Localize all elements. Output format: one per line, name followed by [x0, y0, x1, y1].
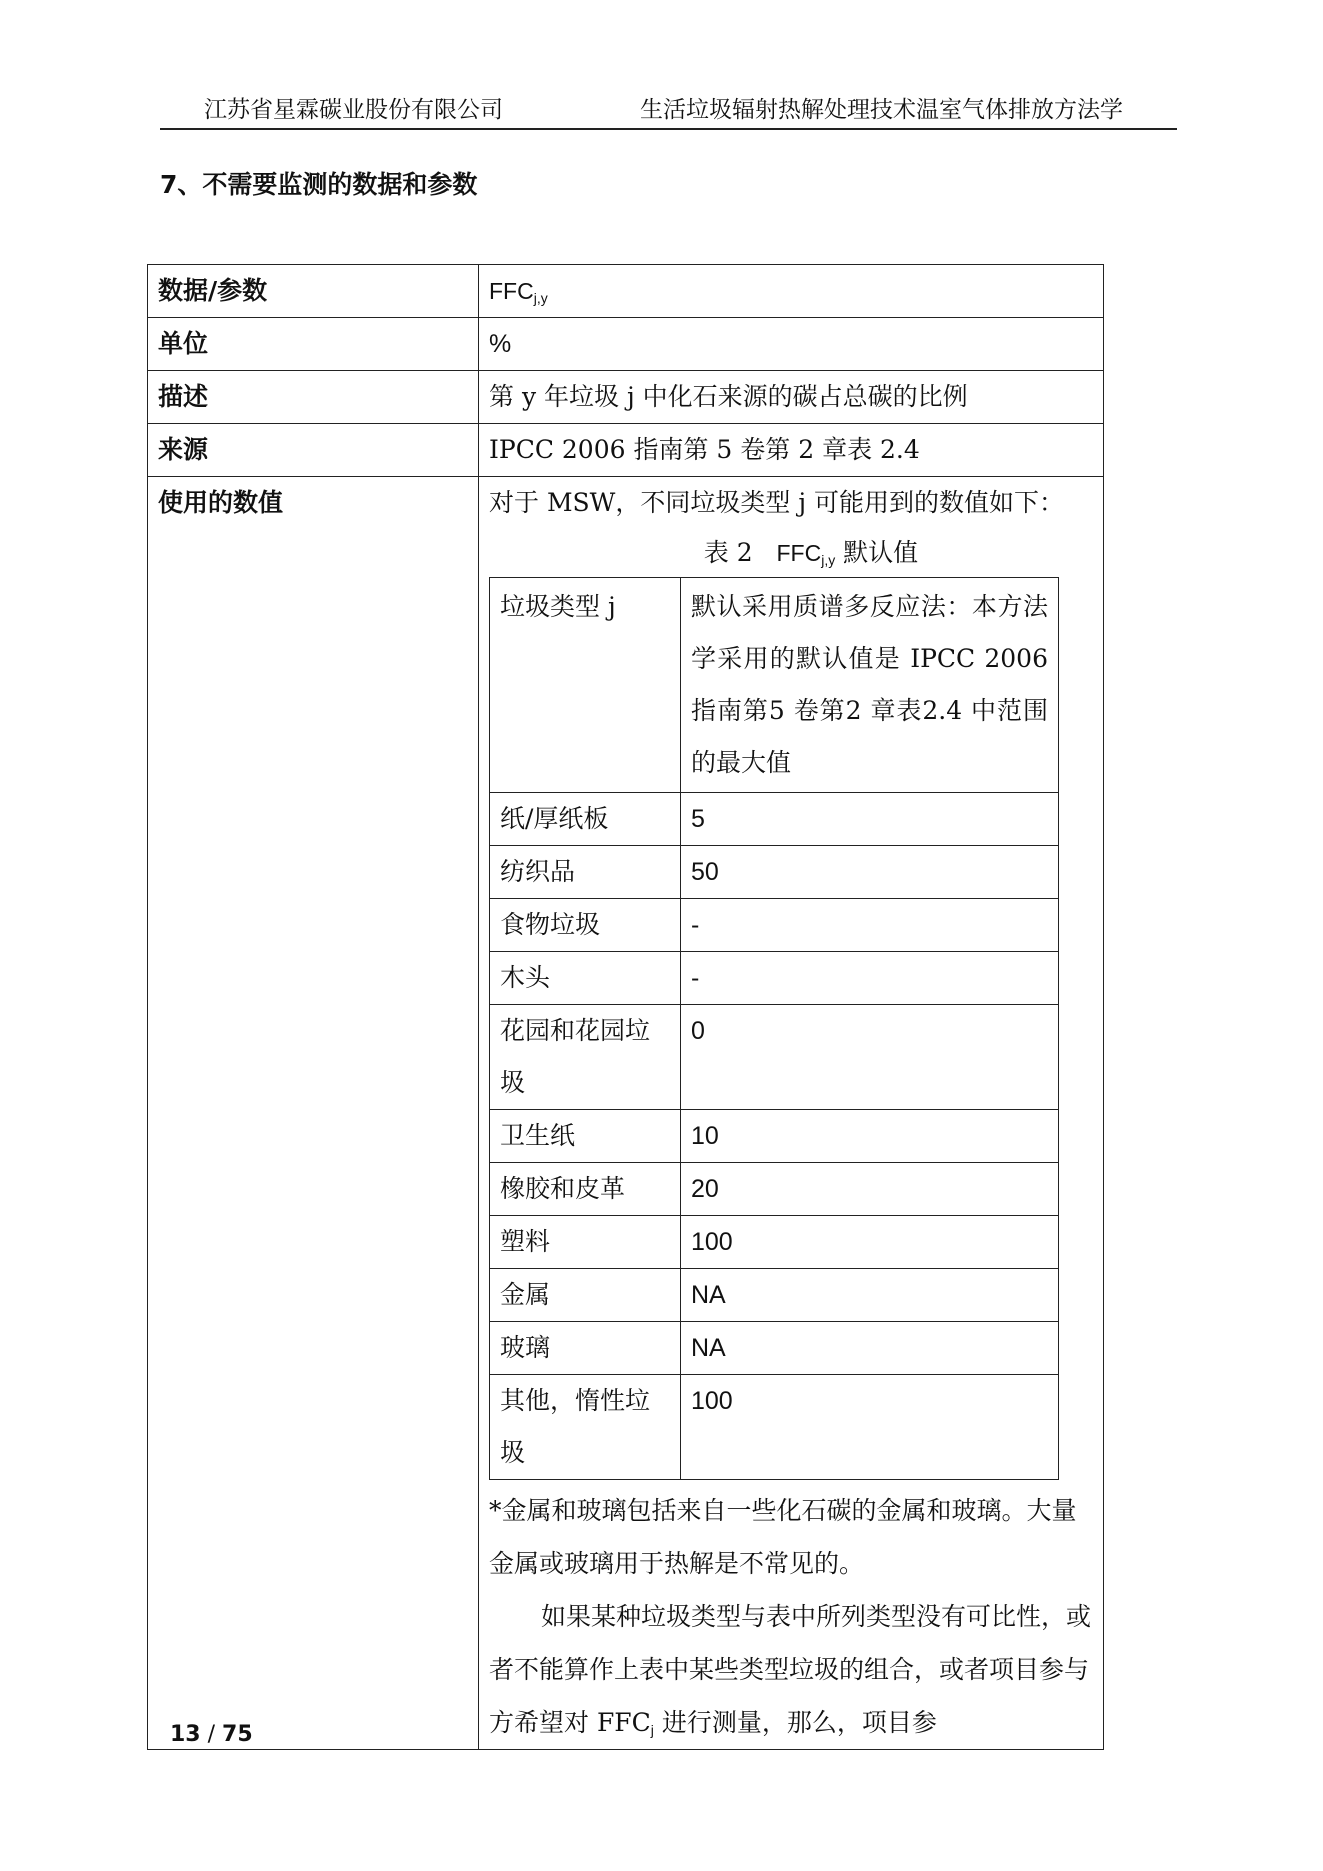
table-row [490, 1005, 1059, 1110]
page-total: 75 [222, 1722, 253, 1747]
table-row [490, 793, 1059, 846]
inner-header-type: 垃圾类型 j [490, 578, 681, 793]
ffc-default-table [489, 577, 1059, 1480]
table-row [148, 477, 1104, 1750]
para-before: 如果某种垃圾类型与表中所列类型没有可比性，或者不能算作上表中某些类型垃圾的组合，或者项目参与方希望对 FFC [489, 1602, 1092, 1737]
caption-prefix: 表 2 [703, 538, 753, 567]
table-row [490, 846, 1059, 899]
header-company: 江苏省星霖碳业股份有限公司 [204, 97, 503, 123]
waste-type-cell: 卫生纸 [490, 1110, 681, 1163]
waste-type-cell: 其他，惰性垃圾 [490, 1375, 681, 1480]
caption-base: FFC [776, 540, 822, 566]
table-row [490, 1269, 1059, 1322]
param-label: 数据/参数 [148, 265, 479, 318]
ffc-value-cell: 20 [681, 1163, 1059, 1216]
param-value-sub: j,y [533, 290, 548, 306]
table-row [490, 1163, 1059, 1216]
used-values-label: 使用的数值 [148, 477, 479, 1750]
waste-type-cell: 玻璃 [490, 1322, 681, 1375]
ffc-value-cell: 10 [681, 1110, 1059, 1163]
inner-header-row [490, 578, 1059, 793]
waste-type-cell: 金属 [490, 1269, 681, 1322]
table-row [490, 1110, 1059, 1163]
waste-type-cell: 纺织品 [490, 846, 681, 899]
waste-type-cell: 花园和花园垃圾 [490, 1005, 681, 1110]
param-value-base: FFC [489, 278, 534, 304]
page-current: 13 [170, 1722, 201, 1747]
ffc-value-cell: NA [681, 1322, 1059, 1375]
used-values-cell [479, 477, 1104, 1750]
waste-type-cell: 纸/厚纸板 [490, 793, 681, 846]
inner-header-value: 默认采用质谱多反应法：本方法学采用的默认值是 IPCC 2006 指南第5 卷第2 章表2.4 中范围的最大值 [681, 578, 1059, 793]
ffc-value-cell: 100 [681, 1375, 1059, 1480]
param-value [479, 265, 1104, 318]
table-caption [489, 529, 1093, 577]
section-title: 7、不需要监测的数据和参数 [160, 170, 478, 199]
table-row [148, 424, 1104, 477]
ffc-value-cell: 5 [681, 793, 1059, 846]
waste-type-cell: 食物垃圾 [490, 899, 681, 952]
caption-suffix: 默认值 [843, 538, 919, 567]
measurement-paragraph [489, 1590, 1093, 1749]
table-row [148, 371, 1104, 424]
ffc-value-cell: - [681, 952, 1059, 1005]
table-row [490, 1216, 1059, 1269]
description-label: 描述 [148, 371, 479, 424]
table-row [490, 1375, 1059, 1480]
waste-type-cell: 木头 [490, 952, 681, 1005]
table-row [490, 952, 1059, 1005]
source-label: 来源 [148, 424, 479, 477]
ffc-value-cell: 100 [681, 1216, 1059, 1269]
waste-type-cell: 橡胶和皮革 [490, 1163, 681, 1216]
intro-text: 对于 MSW，不同垃圾类型 j 可能用到的数值如下： [489, 488, 1065, 517]
footnote: *金属和玻璃包括来自一些化石碳的金属和玻璃。大量金属或玻璃用于热解是不常见的。 [489, 1496, 1077, 1578]
ffc-value-cell: - [681, 899, 1059, 952]
page-number [170, 1722, 253, 1747]
table-row [148, 265, 1104, 318]
header-document-title: 生活垃圾辐射热解处理技术温室气体排放方法学 [640, 97, 1123, 123]
table-row [148, 318, 1104, 371]
table-row [490, 899, 1059, 952]
source-value: IPCC 2006 指南第 5 卷第 2 章表 2.4 [479, 424, 1104, 477]
page-separator: / [207, 1722, 216, 1747]
header-rule [160, 128, 1177, 130]
parameter-table [147, 264, 1104, 1750]
ffc-value-cell: 0 [681, 1005, 1059, 1110]
ffc-value-cell: 50 [681, 846, 1059, 899]
table-row [490, 1322, 1059, 1375]
para-sub: j [650, 1722, 654, 1738]
ffc-value-cell: NA [681, 1269, 1059, 1322]
unit-value: % [479, 318, 1104, 371]
unit-label: 单位 [148, 318, 479, 371]
waste-type-cell: 塑料 [490, 1216, 681, 1269]
caption-sub: j,y [821, 552, 836, 568]
description-value: 第 y 年垃圾 j 中化石来源的碳占总碳的比例 [479, 371, 1104, 424]
para-after: 进行测量，那么，项目参 [653, 1708, 937, 1737]
